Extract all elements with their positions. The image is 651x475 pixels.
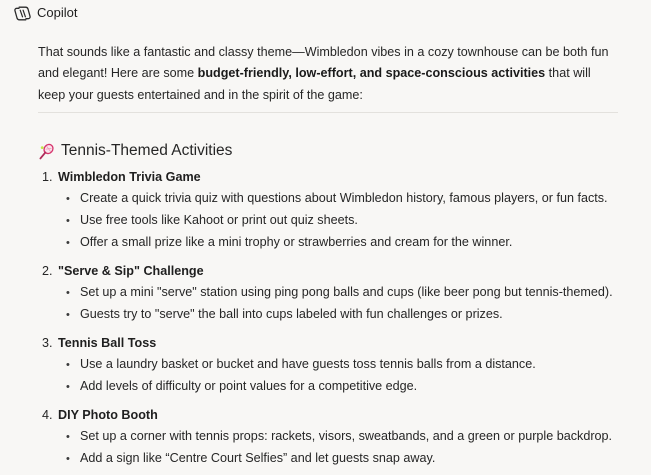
horizontal-divider xyxy=(38,112,618,113)
tennis-racket-icon xyxy=(38,143,55,160)
bullet-list xyxy=(42,188,632,254)
bullet-dot-icon: • xyxy=(66,431,70,443)
bullet-dot-icon: • xyxy=(66,237,70,249)
bullet-text: Add levels of difficulty or point values for a competitive edge. xyxy=(80,379,418,393)
section-heading xyxy=(38,140,232,162)
intro-text-end: that will keep your guests entertained and in the spirit of the game: xyxy=(38,66,591,102)
activity-item xyxy=(42,167,632,254)
activity-title: DIY Photo Booth xyxy=(58,408,158,422)
list-item xyxy=(42,376,632,398)
list-item xyxy=(42,188,632,210)
activity-title: Wimbledon Trivia Game xyxy=(58,170,201,184)
list-item xyxy=(42,282,632,304)
bullet-dot-icon: • xyxy=(66,215,70,227)
activity-number: 2. xyxy=(42,264,53,278)
activity-number: 1. xyxy=(42,170,53,184)
activity-heading xyxy=(42,261,632,281)
list-item xyxy=(42,304,632,326)
assistant-name: Copilot xyxy=(37,5,78,20)
bullet-list xyxy=(42,354,632,398)
activity-list xyxy=(42,167,632,475)
bullet-text: Guests try to "serve" the ball into cups labeled with fun challenges or prizes. xyxy=(80,307,503,321)
bullet-dot-icon: • xyxy=(66,309,70,321)
bullet-dot-icon: • xyxy=(66,453,70,465)
list-item xyxy=(42,210,632,232)
intro-bold-text: budget-friendly, low-effort, and space-conscious activities xyxy=(197,66,546,81)
copilot-icon xyxy=(14,5,31,22)
activity-number: 3. xyxy=(42,336,53,350)
activity-title: Tennis Ball Toss xyxy=(58,336,157,350)
section-title: Tennis-Themed Activities xyxy=(61,142,233,159)
list-item xyxy=(42,426,632,448)
bullet-dot-icon: • xyxy=(66,193,70,205)
list-item xyxy=(42,354,632,376)
list-item xyxy=(42,448,632,470)
intro-paragraph xyxy=(38,42,618,107)
bullet-dot-icon: • xyxy=(66,381,70,393)
bullet-dot-icon: • xyxy=(66,287,70,299)
bullet-text: Use free tools like Kahoot or print out quiz sheets. xyxy=(80,213,358,227)
bullet-text: Use a laundry basket or bucket and have guests toss tennis balls from a distance. xyxy=(80,357,536,371)
bullet-list xyxy=(42,282,632,326)
bullet-list xyxy=(42,426,632,470)
message-header xyxy=(14,4,77,22)
activity-heading xyxy=(42,333,632,353)
bullet-text: Offer a small prize like a mini trophy or strawberries and cream for the winner. xyxy=(80,235,513,249)
activity-heading xyxy=(42,167,632,187)
activity-item xyxy=(42,405,632,470)
activity-item xyxy=(42,333,632,398)
bullet-dot-icon: • xyxy=(66,359,70,371)
bullet-text: Set up a mini "serve" station using ping pong balls and cups (like beer pong but tennis-themed). xyxy=(80,285,613,299)
bullet-text: Set up a corner with tennis props: rackets, visors, sweatbands, and a green or purple backdrop. xyxy=(80,429,613,443)
activity-item xyxy=(42,261,632,326)
activity-heading xyxy=(42,405,632,425)
intro-text-start: That sounds like a fantastic and classy theme—Wimbledon vibes in a cozy townhouse can be both fun and elegant! Here are some xyxy=(38,44,609,81)
activity-title: "Serve & Sip" Challenge xyxy=(58,264,204,278)
bullet-text: Add a sign like “Centre Court Selfies” and let guests snap away. xyxy=(80,451,436,465)
bullet-text: Create a quick trivia quiz with questions about Wimbledon history, famous players, or fun facts. xyxy=(80,191,608,205)
list-item xyxy=(42,232,632,254)
activity-number: 4. xyxy=(42,408,53,422)
